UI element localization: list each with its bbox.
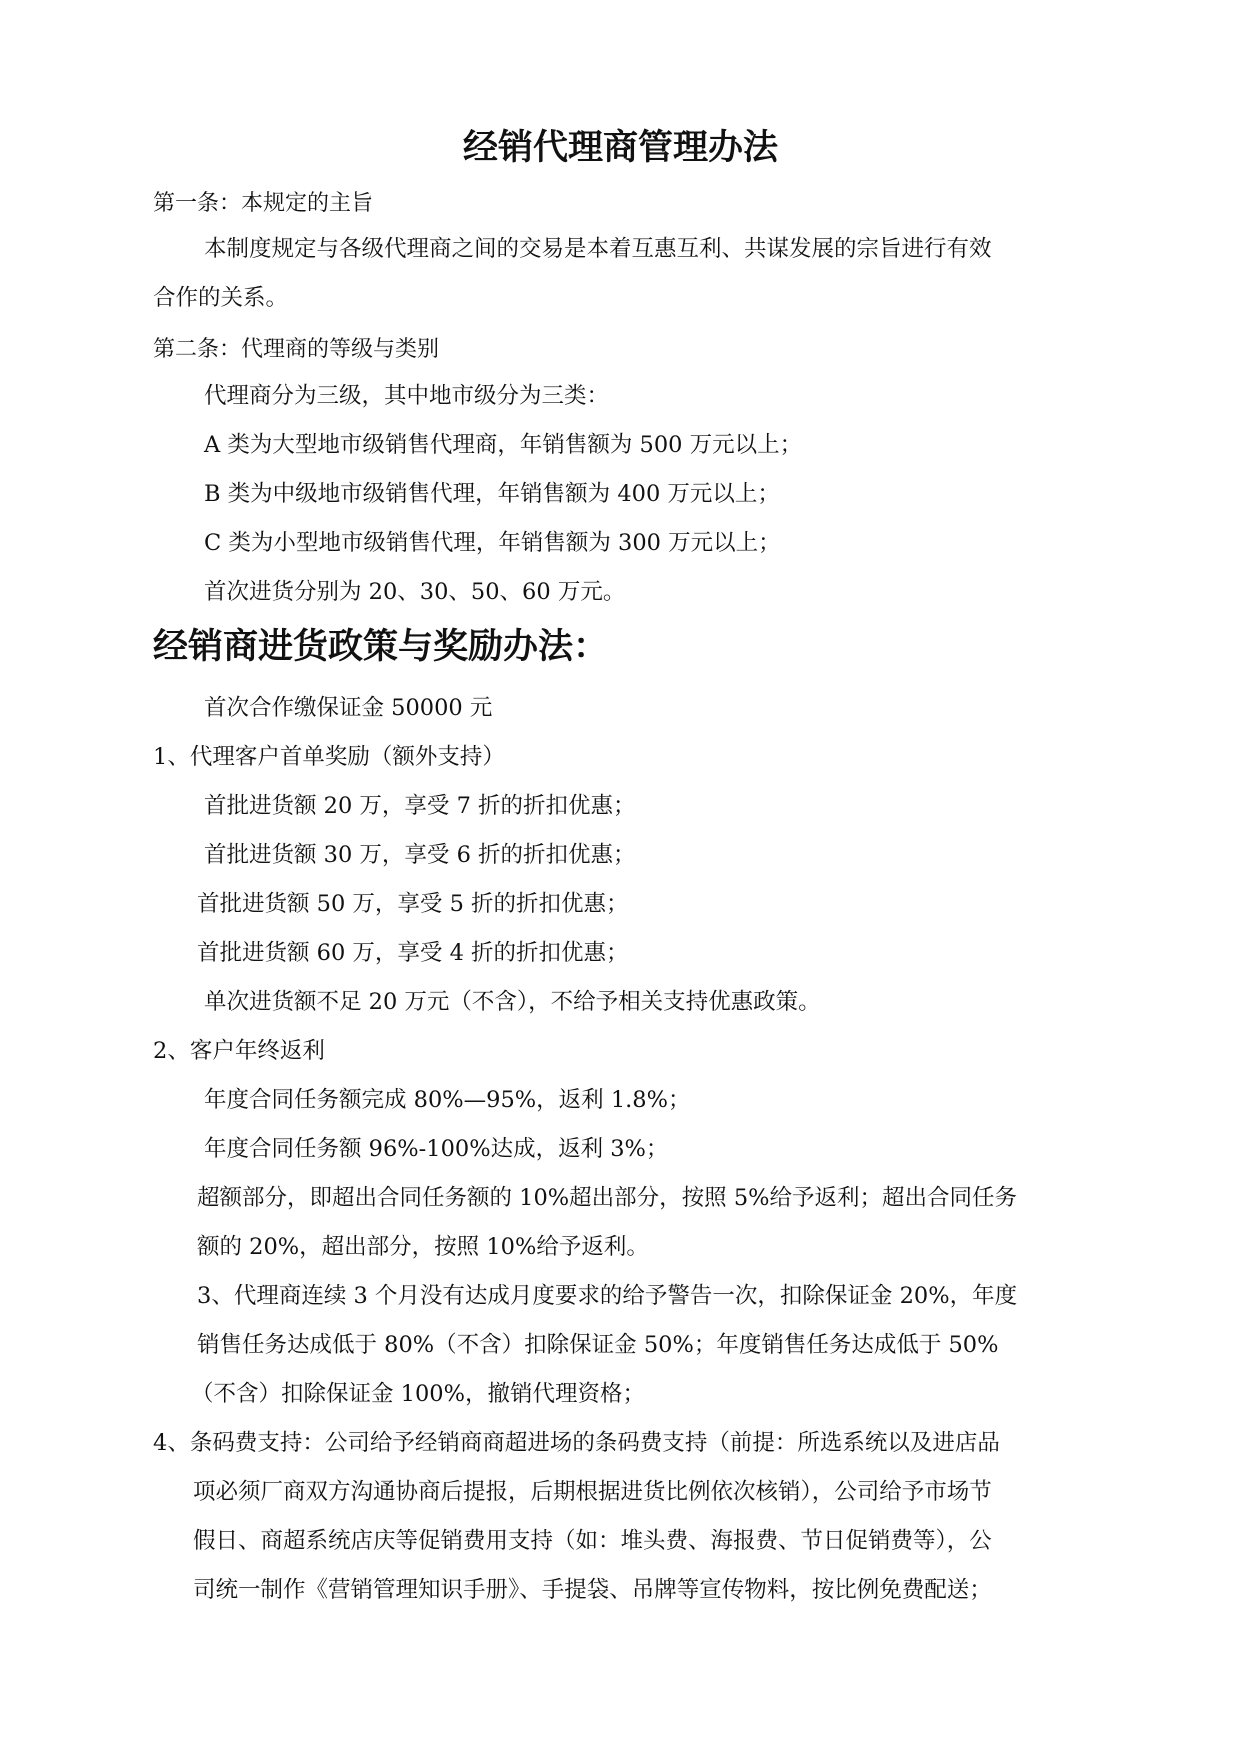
item1-line-2: 首批进货额 30 万，享受 6 折的折扣优惠； xyxy=(204,842,636,868)
item1-line-1: 首批进货额 20 万，享受 7 折的折扣优惠； xyxy=(204,793,636,819)
item2-heading: 2、客户年终返利 xyxy=(153,1038,325,1064)
deposit-line: 首次合作缴保证金 50000 元 xyxy=(204,695,493,721)
item2-line-3: 超额部分，即超出合同任务额的 10%超出部分，按照 5%给予返利；超出合同任务 xyxy=(197,1185,1018,1211)
document-title: 经销代理商管理办法 xyxy=(462,128,778,168)
item1-line-3: 首批进货额 50 万，享受 5 折的折扣优惠； xyxy=(197,891,629,917)
item4-line-3: 假日、商超系统店庆等促销费用支持（如：堆头费、海报费、节日促销费等），公 xyxy=(193,1528,992,1554)
article2-heading: 第二条：代理商的等级与类别 xyxy=(153,337,440,362)
article2-line-3: B 类为中级地市级销售代理，年销售额为 400 万元以上； xyxy=(204,481,780,507)
policy-heading: 经销商进货政策与奖励办法： xyxy=(153,627,609,667)
item2-line-4: 额的 20%，超出部分，按照 10%给予返利。 xyxy=(197,1234,649,1260)
article2-line-1: 代理商分为三级，其中地市级分为三类： xyxy=(204,383,610,409)
item3-line-3: （不含）扣除保证金 100%，撤销代理资格； xyxy=(191,1381,645,1407)
item4-line-1: 4、条码费支持：公司给予经销商商超进场的条码费支持（前提：所选系统以及进店品 xyxy=(153,1430,1000,1456)
article2-line-2: A 类为大型地市级销售代理商，年销售额为 500 万元以上； xyxy=(204,432,803,458)
item3-line-2: 销售任务达成低于 80%（不含）扣除保证金 50%；年度销售任务达成低于 50% xyxy=(197,1332,999,1358)
item2-line-2: 年度合同任务额 96%-100%达成，返利 3%； xyxy=(204,1136,669,1162)
item1-line-5: 单次进货额不足 20 万元（不含），不给予相关支持优惠政策。 xyxy=(204,989,821,1015)
item4-line-4: 司统一制作《营销管理知识手册》、手提袋、吊牌等宣传物料，按比例免费配送； xyxy=(193,1577,992,1603)
article1-line-1: 本制度规定与各级代理商之间的交易是本着互惠互利、共谋发展的宗旨进行有效 xyxy=(204,236,992,262)
item2-line-1: 年度合同任务额完成 80%—95%，返利 1.8%； xyxy=(204,1087,691,1113)
item4-line-2: 项必须厂商双方沟通协商后提报，后期根据进货比例依次核销），公司给予市场节 xyxy=(193,1479,992,1505)
item3-line-1: 3、代理商连续 3 个月没有达成月度要求的给予警告一次，扣除保证金 20%，年度 xyxy=(197,1283,1018,1309)
article2-line-4: C 类为小型地市级销售代理，年销售额为 300 万元以上； xyxy=(204,530,781,556)
item1-heading: 1、代理客户首单奖励（额外支持） xyxy=(153,744,505,770)
item1-line-4: 首批进货额 60 万，享受 4 折的折扣优惠； xyxy=(197,940,629,966)
article2-line-5: 首次进货分别为 20、30、50、60 万元。 xyxy=(204,579,626,605)
article1-line-2: 合作的关系。 xyxy=(153,285,289,311)
article1-heading: 第一条：本规定的主旨 xyxy=(153,191,374,216)
